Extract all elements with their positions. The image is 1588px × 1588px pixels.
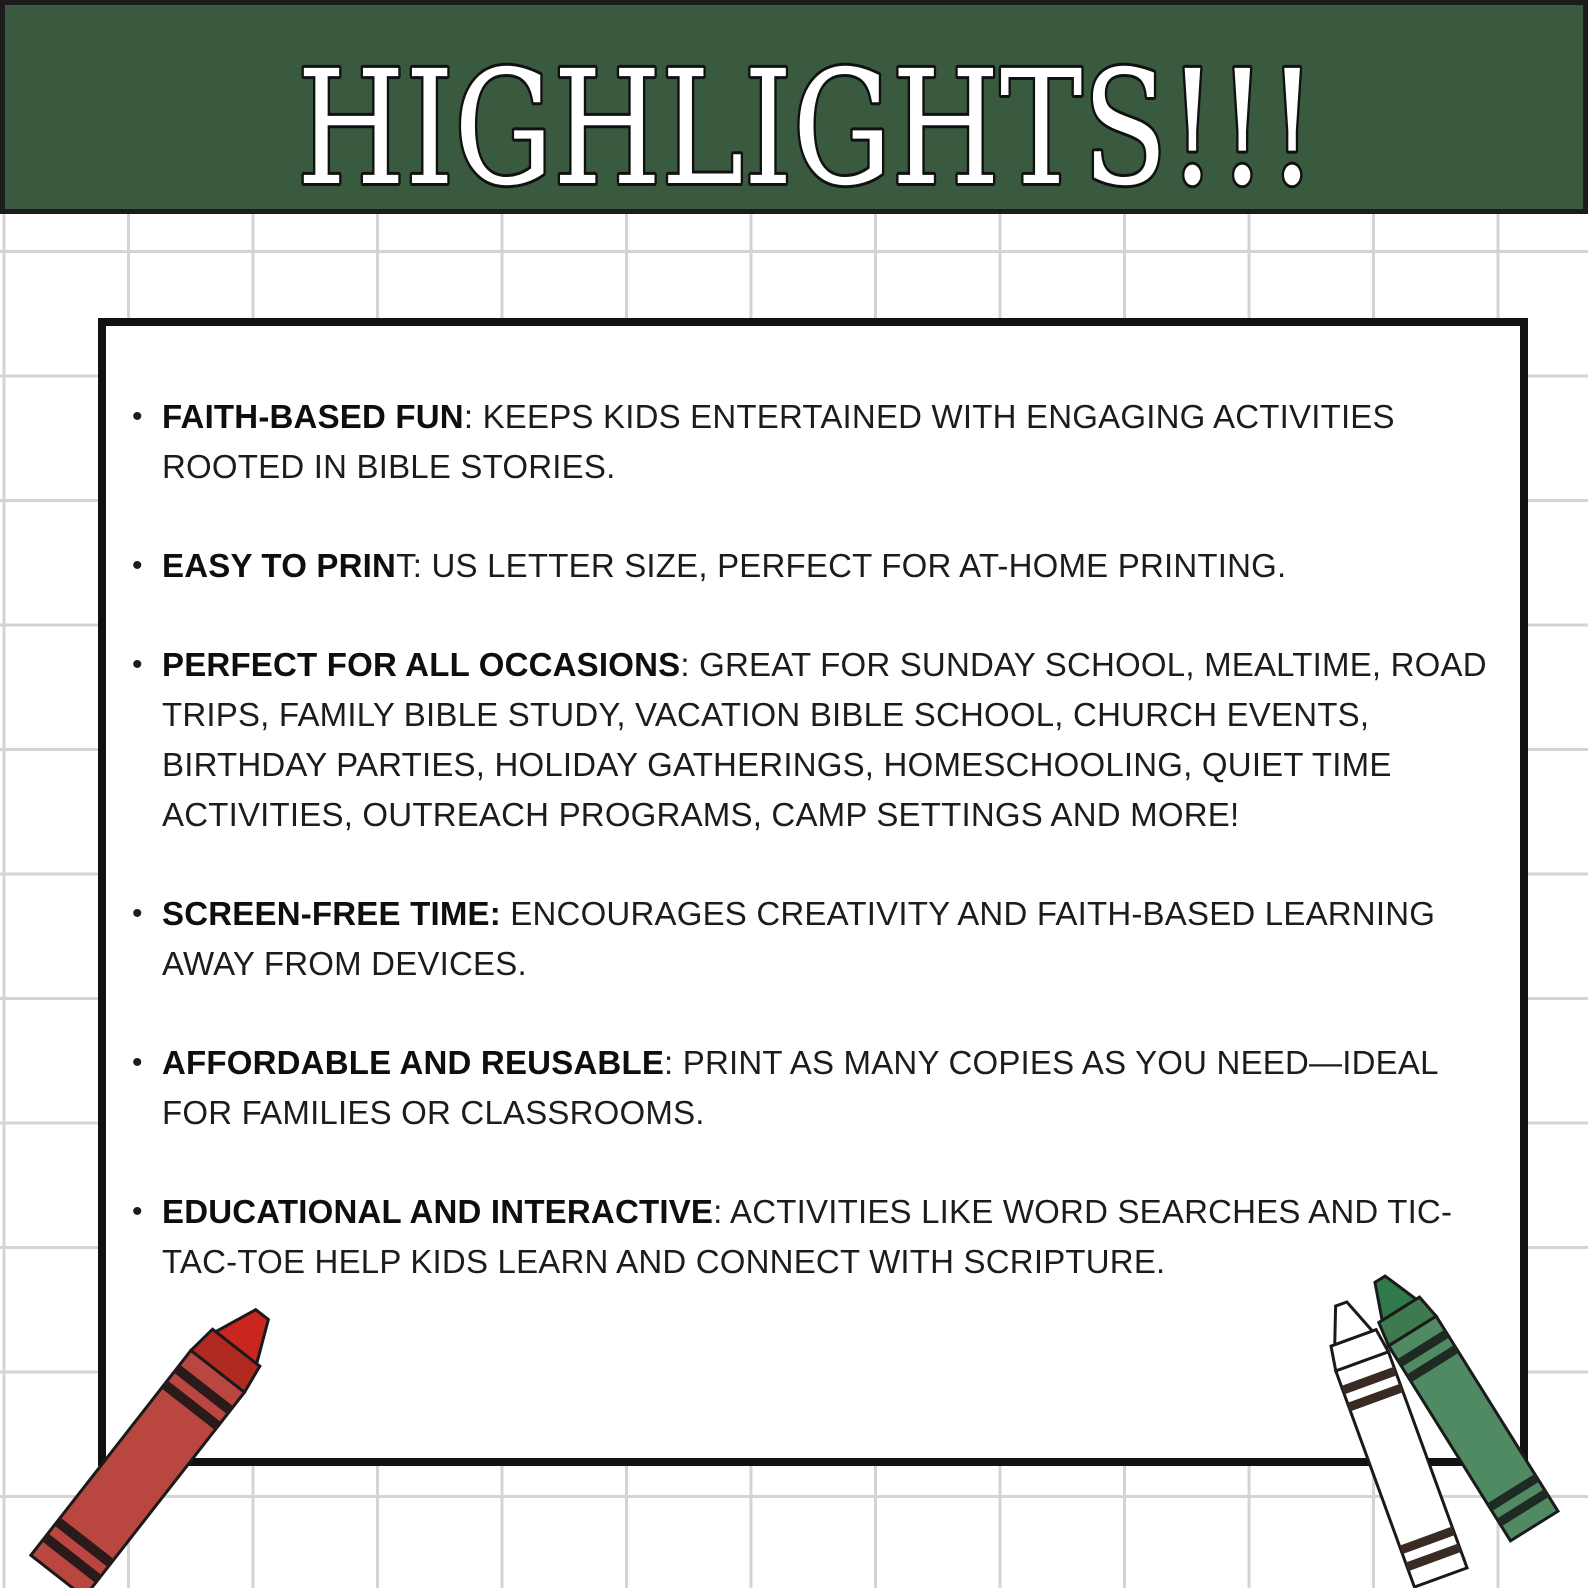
- bullet-icon: •: [132, 549, 143, 582]
- highlights-list: [130, 392, 1510, 1336]
- highlight-item: [130, 640, 1510, 840]
- highlight-item: [130, 1187, 1510, 1287]
- bullet-icon: •: [132, 648, 143, 681]
- bullet-icon: •: [132, 897, 143, 930]
- bullet-icon: •: [132, 400, 143, 433]
- highlight-term: SCREEN-FREE TIME:: [162, 895, 501, 932]
- highlight-description: : GREAT FOR SUNDAY SCHOOL, MEALTIME, ROAD TRIPS, FAMILY BIBLE STUDY, VACATION BIBLE SCHOOL, CHURCH EVENTS, BIRTHDAY PARTIES, HOLIDAY GATHERINGS, HOMESCHOOLING, QUIET TIME ACTIVITIES, OUTREACH PROGRAMS, CAMP SETTINGS AND MORE!: [162, 646, 1487, 833]
- highlight-description: : ACTIVITIES LIKE WORD SEARCHES AND TIC-TAC-TOE HELP KIDS LEARN AND CONNECT WITH SCRIPTURE.: [162, 1193, 1453, 1280]
- highlight-item: [130, 541, 1510, 591]
- highlight-description: T: US LETTER SIZE, PERFECT FOR AT-HOME PRINTING.: [396, 547, 1287, 584]
- highlight-term: EDUCATIONAL AND INTERACTIVE: [162, 1193, 714, 1230]
- highlight-term: EASY TO PRIN: [162, 547, 397, 584]
- highlight-term: PERFECT FOR ALL OCCASIONS: [162, 646, 681, 683]
- bullet-icon: •: [132, 1195, 143, 1228]
- page-title: HIGHLIGHTS!!!: [297, 37, 1317, 219]
- highlight-item: [130, 392, 1510, 492]
- highlight-description: ENCOURAGES CREATIVITY AND FAITH-BASED LEARNING AWAY FROM DEVICES.: [162, 895, 1436, 982]
- bullet-icon: •: [132, 1046, 143, 1079]
- title-svg: [5, 5, 1588, 219]
- highlight-term: FAITH-BASED FUN: [162, 398, 464, 435]
- highlight-term: AFFORDABLE AND REUSABLE: [162, 1044, 665, 1081]
- header-banner: [0, 0, 1588, 219]
- highlight-description: : KEEPS KIDS ENTERTAINED WITH ENGAGING ACTIVITIES ROOTED IN BIBLE STORIES.: [162, 398, 1395, 485]
- highlight-item: [130, 1038, 1510, 1138]
- highlight-description: : PRINT AS MANY COPIES AS YOU NEED—IDEAL FOR FAMILIES OR CLASSROOMS.: [162, 1044, 1438, 1131]
- highlight-item: [130, 889, 1510, 989]
